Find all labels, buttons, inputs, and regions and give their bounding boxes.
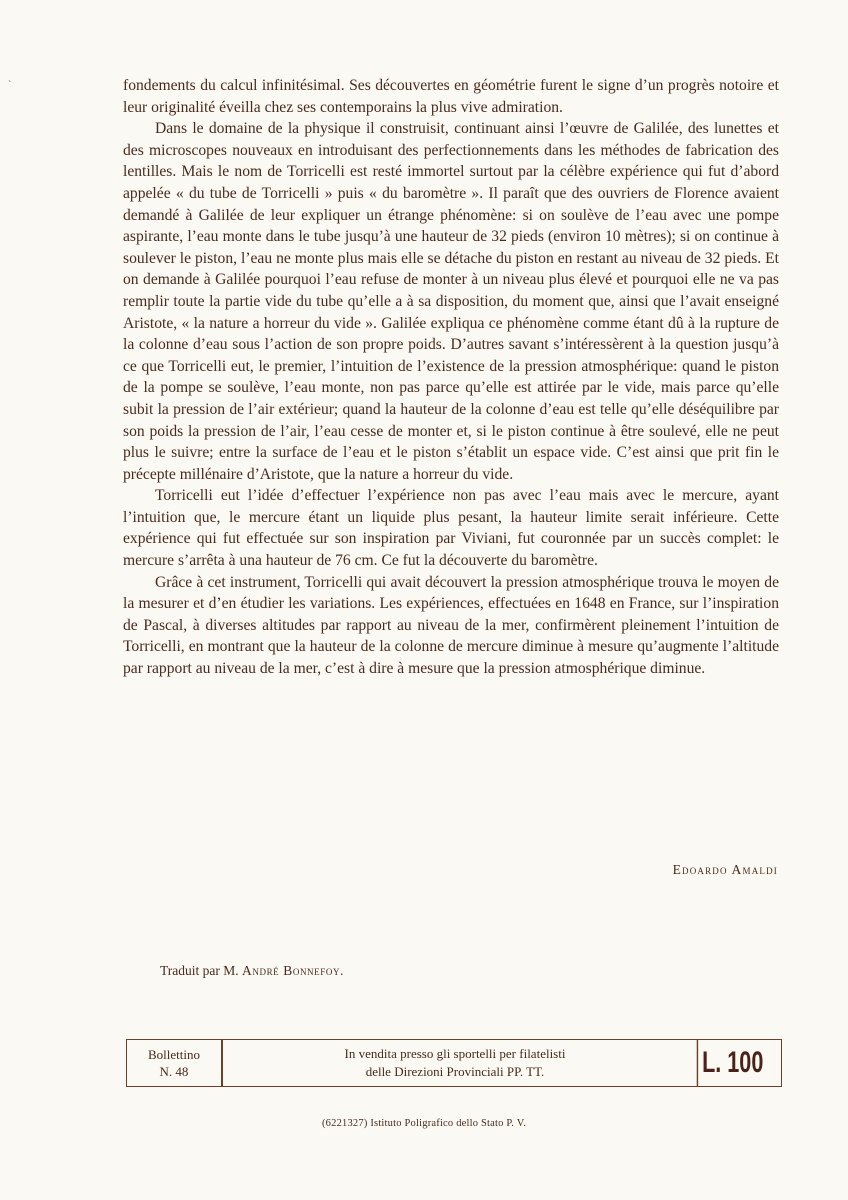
bulletin-number: N. 48 [159,1064,189,1079]
bulletin-cell [127,1040,223,1086]
bulletin-label: Bollettino [148,1047,200,1062]
translator-name: André Bonnefoy. [242,963,345,978]
sale-notice-cell [227,1040,683,1086]
sale-notice-line-1: In vendita presso gli sportelli per filatelisti [344,1046,566,1061]
article-body [123,75,779,680]
paragraph-2: Dans le domaine de la physique il construisit, continuant ainsi l’œuvre de Galilée, des lunettes et des microscopes nouveaux en introduisant des perfectionnements dans les méthodes de fabrication des lentilles. Mais le nom de Torricelli est resté immortel surtout par la célèbre expérience qui fut d’abord appelée « du tube de Torricelli » puis « du baromètre ». Il paraît que des ouvriers de Florence avaient demandé à Galilée de leur expliquer un étrange phénomène: si on soulève de l’eau avec une pompe aspirante, l’eau monte dans le tube jusqu’à une hauteur de 32 pieds (environ 10 mètres); si on continue à soulever le piston, l’eau ne monte plus mais elle se détache du piston en restant au niveau de 32 pieds. Et on demande à Galilée pourquoi l’eau refuse de monter à un niveau plus élevé et pourquoi elle ne va pas remplir toute la partie vide du tube qu’elle a à sa disposition, du moment que, ainsi que l’avait enseigné Aristote, « la nature a horreur du vide ». Galilée expliqua ce phénomène comme étant dû à la rupture de la colonne d’eau sous l’action de son propre poids. D’autres savant s’intéressèrent à la question jusqu’à ce que Torricelli eut, le premier, l’intuition de l’existence de la pression atmosphérique: quand le piston de la pompe se soulève, l’eau monte, non pas parce qu’elle est attirée par le vide, mais parce qu’elle subit la pression de l’air extérieur; quand la hauteur de la colonne d’eau est telle qu’elle déséquilibre par son poids la pression de l’air, l’eau cesse de monter et, si le piston continue à être soulevé, elle ne peut plus le suivre; entre la surface de l’eau et le piston s’établit un espace vide. C’est ainsi que prit fin le précepte millénaire d’Aristote, que la nature a horreur du vide. [123,120,779,483]
author-signature: Edoardo Amaldi [672,862,778,877]
sale-info-box [126,1039,782,1087]
page-corner-mark: ` [8,80,12,91]
printer-imprint: (6221327) Istituto Poligrafico dello Stato P. V. [321,1118,527,1129]
paragraph-3: Torricelli eut l’idée d’effectuer l’expérience non pas avec l’eau mais avec le mercure, ayant l’intuition que, le mercure étant un liquide plus pesant, la hauteur limite serait inférieure. Cette expérience qui fut effectuée sur son inspiration par Viviani, fut couronnée par un succès complet: le mercure s’arrêta à una hauteur de 76 cm. Ce fut la découverte du baromètre. [123,487,779,570]
paragraph-4: Grâce à cet instrument, Torricelli qui avait découvert la pression atmosphérique trouva le moyen de la mesurer et d’en étudier les variations. Les expériences, effectuées en 1648 en France, sur l’inspiration de Pascal, à diverses altitudes par rapport au niveau de la mer, confirmèrent pleinement l’intuition de Torricelli, en montrant que la hauteur de la colonne de mercure diminue à mesure qu’augmente l’altitude par rapport au niveau de la mer, c’est à dire à mesure que la pression atmosphérique diminue. [123,573,779,678]
sale-notice-line-2: delle Direzioni Provinciali PP. TT. [365,1064,545,1079]
translator-credit [160,963,344,979]
paragraph-1: fondements du calcul infinitésimal. Ses découvertes en géométrie furent le signe d’un progrès notoire et leur originalité éveilla chez ses contemporains la plus vive admiration. [123,77,779,116]
translator-prefix: Traduit par M. [160,963,243,978]
price-label: L. 100 [697,1040,768,1086]
